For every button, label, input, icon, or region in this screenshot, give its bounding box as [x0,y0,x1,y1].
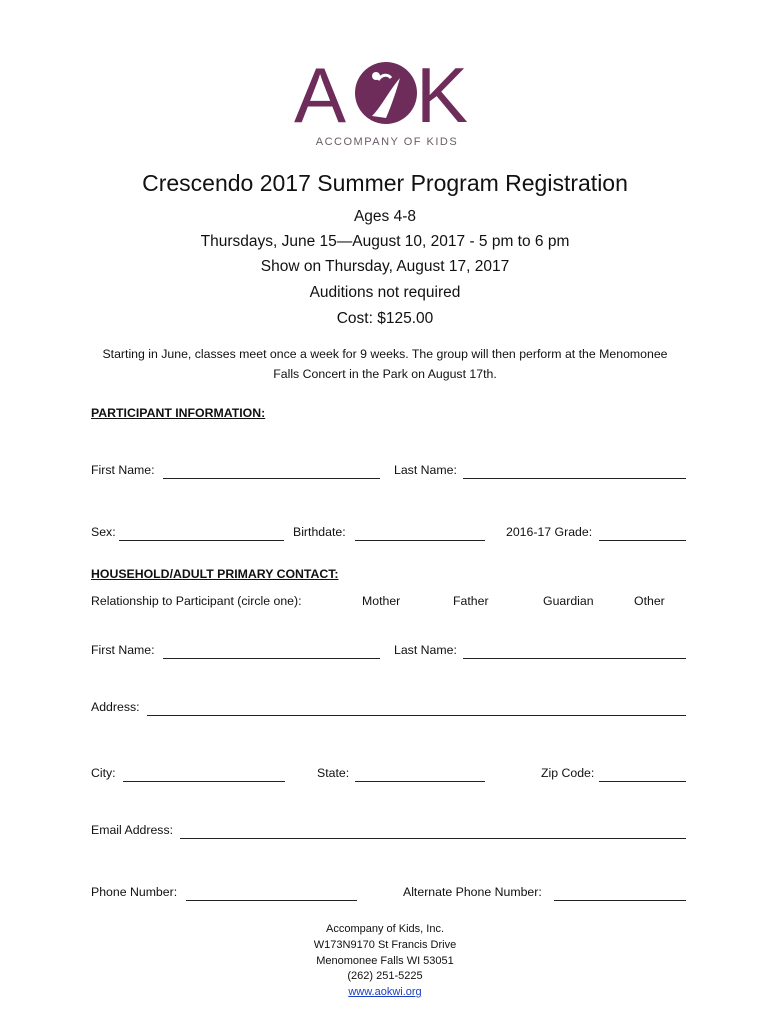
participant-first-name-label: First Name: [91,463,155,477]
contact-last-name-label: Last Name: [394,643,457,657]
participant-heading: PARTICIPANT INFORMATION: [91,406,266,420]
phone-label: Phone Number: [91,885,178,899]
grade-field[interactable] [599,540,686,541]
birthdate-label: Birthdate: [293,525,346,539]
city-field[interactable] [123,781,285,782]
birthdate-field[interactable] [355,540,485,541]
relationship-option-other[interactable]: Other [634,594,665,608]
contact-last-name-field[interactable] [463,658,686,659]
participant-last-name-label: Last Name: [394,463,457,477]
schedule-line: Thursdays, June 15—August 10, 2017 - 5 pm to 6 pm [200,233,570,250]
contact-first-name-label: First Name: [91,643,155,657]
footer-city: Menomonee Falls WI 53051 [316,955,454,967]
state-label: State: [317,766,350,780]
logo-tagline: ACCOMPANY OF KIDS [315,136,459,148]
logo-letter-k: K [416,52,469,132]
relationship-option-father[interactable]: Father [453,594,489,608]
website-link[interactable]: www.aokwi.org [348,986,422,998]
phone-field[interactable] [186,900,357,901]
address-field[interactable] [147,715,686,716]
relationship-label: Relationship to Participant (circle one): [91,594,302,608]
logo-letter-a: A [294,52,347,132]
email-field[interactable] [180,838,686,839]
show-line: Show on Thursday, August 17, 2017 [260,258,510,275]
address-label: Address: [91,700,140,714]
footer-phone: (262) 251-5225 [347,970,423,982]
participant-first-name-field[interactable] [163,478,380,479]
sex-label: Sex: [91,525,116,539]
state-field[interactable] [355,781,485,782]
aok-logo-mark [290,52,480,132]
relationship-option-guardian[interactable]: Guardian [543,594,594,608]
zip-label: Zip Code: [541,766,595,780]
city-label: City: [91,766,116,780]
contact-first-name-field[interactable] [163,658,380,659]
page-title: Crescendo 2017 Summer Program Registration [142,170,628,196]
alt-phone-field[interactable] [554,900,686,901]
footer-street: W173N9170 St Francis Drive [313,939,457,951]
grade-label: 2016-17 Grade: [506,525,593,539]
footer-website-row [0,986,770,998]
aok-logo [290,52,480,152]
auditions-line: Auditions not required [309,284,461,301]
sex-field[interactable] [119,540,284,541]
footer-org: Accompany of Kids, Inc. [326,923,444,935]
ages-line: Ages 4-8 [353,208,417,225]
household-heading: HOUSEHOLD/ADULT PRIMARY CONTACT: [91,567,339,581]
participant-last-name-field[interactable] [463,478,686,479]
program-description: Starting in June, classes meet once a week for 9 weeks. The group will then perform at the Menomonee Falls Concert in the Park on August 17th. [102,347,668,381]
email-label: Email Address: [91,823,174,837]
relationship-option-mother[interactable]: Mother [362,594,401,608]
cost-line: Cost: $125.00 [336,310,434,327]
alt-phone-label: Alternate Phone Number: [403,885,542,899]
zip-field[interactable] [599,781,686,782]
